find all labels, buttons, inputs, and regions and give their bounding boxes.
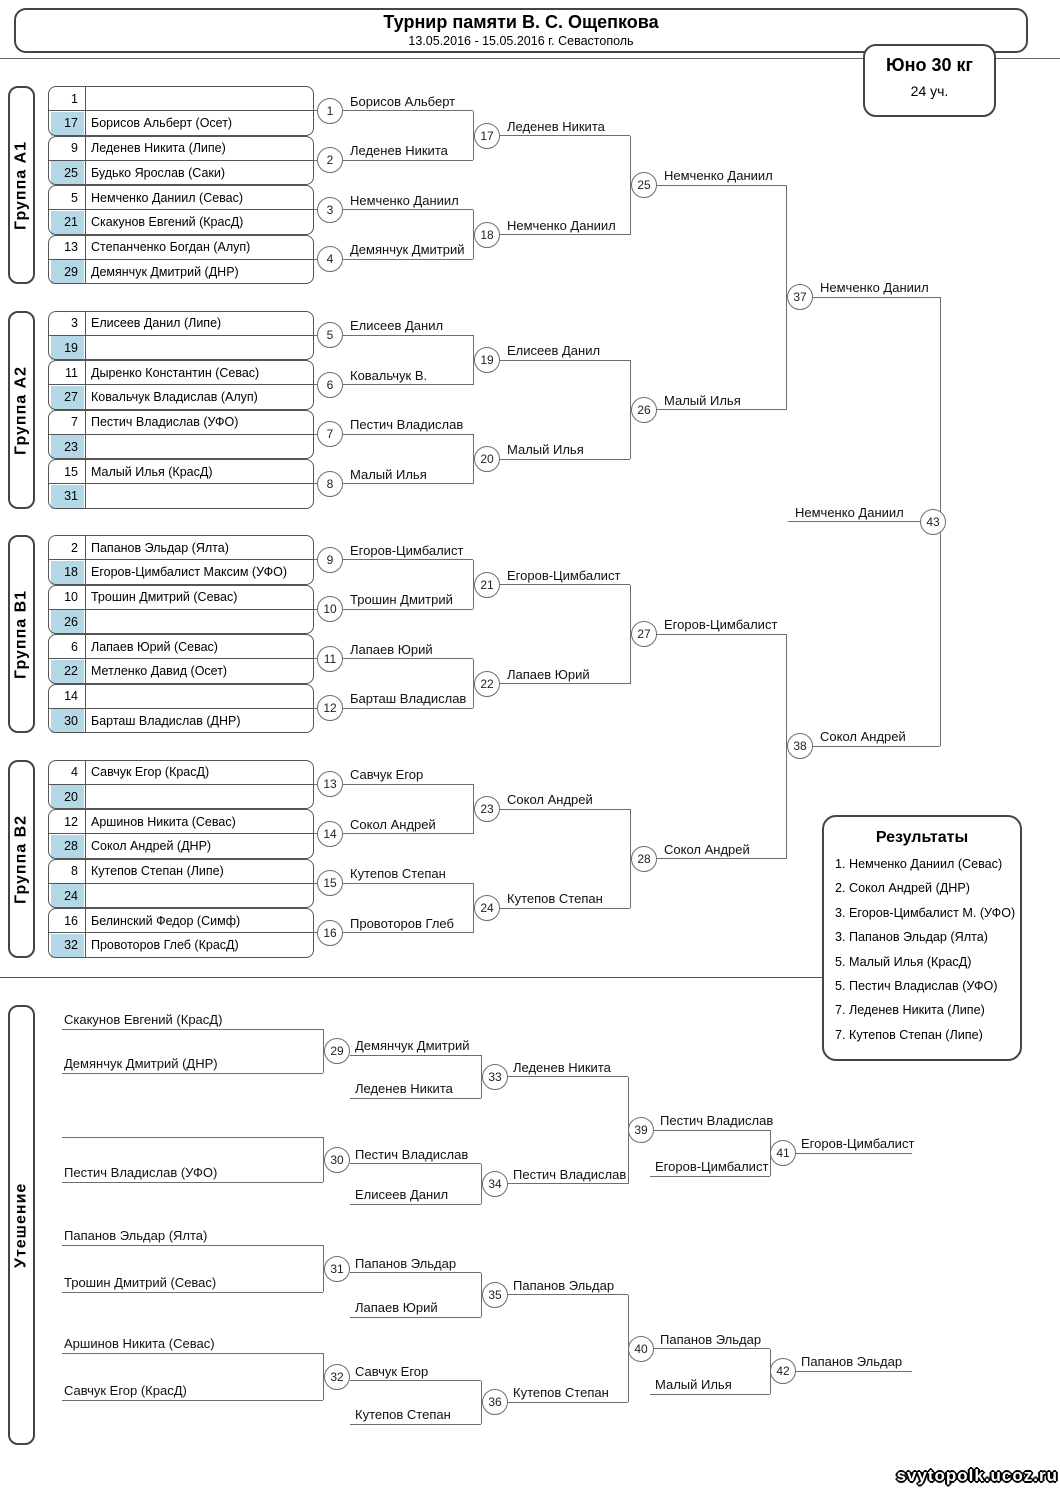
bracket-line [500, 908, 630, 909]
consolation-entrant: Демянчук Дмитрий (ДНР) [64, 1056, 218, 1071]
consolation-entrant: Савчук Егор (КрасД) [64, 1383, 187, 1398]
entrant-line [62, 1400, 323, 1401]
bracket-line [657, 858, 786, 859]
match-number-circle: 43 [920, 509, 946, 535]
match-number-circle: 18 [474, 222, 500, 248]
competitor-name: Метленко Давид (Осет) [91, 664, 228, 679]
winner-name: Папанов Эльдар [513, 1277, 615, 1293]
seed-number: 31 [64, 489, 78, 504]
winner-name: Елисеев Данил [350, 318, 444, 334]
seed-number: 19 [64, 340, 78, 355]
seed-number: 11 [65, 365, 78, 380]
seed-number: 23 [64, 439, 78, 454]
match-number-circle: 9 [317, 547, 343, 573]
seed-number: 29 [64, 264, 78, 279]
seed-number: 25 [64, 165, 78, 180]
match-number-circle: 28 [631, 846, 657, 872]
entrant-line [650, 1176, 770, 1177]
match-number-circle: 6 [317, 372, 343, 398]
seed-number: 14 [64, 689, 78, 703]
section-divider-line [0, 977, 822, 978]
consolation-entrant: Леденев Никита [355, 1081, 453, 1096]
match-number-circle: 17 [474, 123, 500, 149]
tournament-title: Турнир памяти В. С. Ощепкова [383, 12, 659, 32]
bracket-line [343, 259, 473, 260]
seed-number: 4 [71, 765, 78, 779]
bracket-line [796, 1153, 912, 1154]
winner-name: Савчук Егор [355, 1363, 429, 1379]
bracket-line [796, 1371, 912, 1372]
competitor-name: Аршинов Никита (Севас) [91, 814, 236, 829]
match-pair-box [48, 86, 314, 136]
bracket-line [508, 1402, 628, 1403]
match-number-circle: 5 [317, 322, 343, 348]
bracket-line [500, 584, 630, 585]
result-entry: 7. Леденев Никита (Липе) [835, 1003, 985, 1018]
bracket-line [343, 335, 473, 336]
consolation-entrant: Лапаев Юрий [355, 1300, 438, 1315]
winner-name: Борисов Альберт [350, 93, 456, 109]
match-number-circle: 35 [482, 1282, 508, 1308]
bracket-line [500, 234, 630, 235]
winner-name: Егоров-Цимбалист [664, 617, 778, 632]
bracket-line [343, 932, 473, 933]
competitor-name: Ковальчук Владислав (Алуп) [91, 390, 258, 405]
bracket-line [813, 746, 940, 747]
entrant-line [62, 1292, 323, 1293]
match-number-circle: 32 [324, 1364, 350, 1390]
seed-number: 10 [64, 590, 78, 604]
result-entry: 7. Кутепов Степан (Липе) [835, 1027, 983, 1042]
group-label: Группа В2 [8, 760, 35, 958]
bracket-line [500, 360, 630, 361]
match-pair-box [48, 311, 314, 361]
match-number-circle: 26 [631, 397, 657, 423]
result-entry: 5. Малый Илья (КрасД) [835, 954, 972, 969]
competitor-name: Пестич Владислав (УФО) [91, 415, 239, 429]
seed-number: 5 [71, 190, 78, 205]
entrant-line [62, 1137, 323, 1138]
winner-name: Елисеев Данил [507, 343, 601, 358]
bracket-line [343, 883, 473, 884]
match-number-circle: 31 [324, 1256, 350, 1282]
entrant-line [62, 1245, 323, 1246]
entrant-line [650, 1394, 770, 1395]
winner-name: Демянчук Дмитрий [350, 242, 465, 258]
match-number-circle: 2 [317, 147, 343, 173]
winner-name: Кутепов Степан [507, 891, 603, 906]
bracket-line [343, 110, 473, 111]
finalist-name: Сокол Андрей [820, 729, 906, 745]
group-label: Группа В1 [8, 535, 35, 733]
competitor-name: Скакунов Евгений (КрасД) [91, 215, 244, 230]
seed-number: 9 [71, 141, 78, 155]
winner-name: Малый Илья [664, 392, 741, 408]
winner-name: Леденев Никита [350, 143, 448, 159]
entrant-line [350, 1204, 481, 1205]
seed-number: 27 [64, 390, 78, 405]
competitor-name: Немченко Даниил (Севас) [91, 190, 244, 205]
result-entry: 2. Сокол Андрей (ДНР) [835, 881, 970, 896]
entrant-line [62, 1073, 323, 1074]
consolation-entrant: Трошин Дмитрий (Севас) [64, 1275, 217, 1290]
bracket-line [343, 483, 473, 484]
consolation-label: Утешение [8, 1005, 35, 1445]
bracket-line [343, 209, 473, 210]
match-number-circle: 42 [770, 1358, 796, 1384]
match-pair-box [48, 684, 314, 734]
competitor-name: Провоторов Глеб (КрасД) [91, 938, 239, 953]
match-pair-box [48, 459, 314, 509]
competitor-name: Демянчук Дмитрий (ДНР) [91, 264, 239, 279]
winner-name: Демянчук Дмитрий [355, 1038, 470, 1053]
match-pair-box [48, 859, 314, 909]
bracket-line [657, 185, 786, 186]
results-list [824, 852, 1020, 1047]
bracket-line [350, 1055, 481, 1056]
bracket-line [343, 784, 473, 785]
seed-number: 32 [64, 938, 78, 953]
results-title: Результаты [875, 829, 969, 846]
seed-number: 22 [64, 664, 78, 679]
seed-number: 12 [64, 814, 78, 829]
competitor-name: Белинский Федор (Симф) [91, 913, 241, 928]
champion-name: Немченко Даниил [795, 504, 904, 520]
entrant-line [62, 1353, 323, 1354]
match-number-circle: 3 [317, 197, 343, 223]
winner-name: Провоторов Глеб [350, 915, 454, 931]
winner-name: Кутепов Степан [513, 1385, 609, 1401]
competitor-name: Будько Ярослав (Саки) [91, 165, 226, 180]
seed-number: 16 [64, 913, 78, 928]
winner-name: Барташ Владислав [350, 691, 467, 707]
match-number-circle: 1 [317, 98, 343, 124]
match-number-circle: 41 [770, 1140, 796, 1166]
consolation-entrant: Пестич Владислав (УФО) [64, 1165, 218, 1180]
participant-count: 24 уч. [910, 83, 949, 99]
seed-number: 1 [71, 91, 78, 106]
bracket-line [343, 609, 473, 610]
winner-name: Папанов Эльдар [355, 1255, 457, 1271]
winner-name: Савчук Егор [350, 767, 424, 783]
bracket-line [657, 409, 786, 410]
bracket-line [813, 297, 940, 298]
match-number-circle: 10 [317, 596, 343, 622]
result-entry: 3. Папанов Эльдар (Ялта) [835, 930, 988, 945]
competitor-name: Малый Илья (КрасД) [91, 464, 213, 479]
winner-name: Папанов Эльдар [660, 1331, 762, 1347]
tournament-subtitle: 13.05.2016 - 15.05.2016 г. Севастополь [408, 34, 634, 48]
match-number-circle: 11 [317, 646, 343, 672]
winner-name: Леденев Никита [513, 1059, 611, 1075]
bracket-line [343, 833, 473, 834]
competitor-name: Папанов Эльдар (Ялта) [91, 540, 229, 555]
match-pair-box [48, 585, 314, 635]
match-pair-box [48, 809, 314, 859]
consolation-entrant: Малый Илья [655, 1377, 732, 1392]
match-number-circle: 27 [631, 621, 657, 647]
match-number-circle: 13 [317, 771, 343, 797]
match-number-circle: 12 [317, 695, 343, 721]
seed-number: 15 [64, 464, 78, 479]
seed-number: 21 [64, 215, 78, 230]
bracket-line [343, 708, 473, 709]
bracket-line [508, 1076, 628, 1077]
consolation-entrant: Кутепов Степан [355, 1407, 451, 1422]
match-number-circle: 23 [474, 796, 500, 822]
winner-name: Малый Илья [507, 442, 584, 457]
winner-name: Сокол Андрей [507, 792, 593, 807]
match-number-circle: 8 [317, 471, 343, 497]
bracket-line [350, 1272, 481, 1273]
consolation-final-winner: Егоров-Цимбалист [801, 1136, 915, 1152]
bracket-line [343, 160, 473, 161]
seed-number: 3 [71, 316, 78, 330]
competitor-name: Сокол Андрей (ДНР) [91, 839, 212, 854]
match-number-circle: 36 [482, 1389, 508, 1415]
results-box [822, 815, 1022, 1061]
bracket-line [500, 135, 630, 136]
match-number-circle: 40 [628, 1336, 654, 1362]
winner-name: Пестич Владислав [660, 1113, 774, 1129]
seed-number: 8 [71, 864, 78, 878]
entrant-line [350, 1098, 481, 1099]
match-number-circle: 24 [474, 895, 500, 921]
match-number-circle: 37 [787, 284, 813, 310]
winner-name: Немченко Даниил [664, 168, 773, 183]
bracket-line [343, 384, 473, 385]
seed-number: 24 [64, 888, 78, 903]
winner-name: Пестич Владислав [355, 1146, 469, 1162]
competitor-name: Трошин Дмитрий (Севас) [91, 590, 238, 604]
match-number-circle: 19 [474, 347, 500, 373]
match-pair-box [48, 760, 314, 810]
winner-name: Пестич Владислав [350, 417, 464, 433]
bracket-line [654, 1130, 770, 1131]
match-number-circle: 14 [317, 821, 343, 847]
bracket-line [654, 1348, 770, 1349]
winner-name: Лапаев Юрий [507, 666, 590, 682]
match-number-circle: 21 [474, 572, 500, 598]
seed-number: 26 [64, 614, 78, 629]
entrant-line [350, 1317, 481, 1318]
champion-line [788, 521, 920, 522]
result-entry: 1. Немченко Даниил (Севас) [835, 857, 1003, 871]
group-label: Группа А2 [8, 311, 35, 509]
consolation-entrant: Аршинов Никита (Севас) [64, 1336, 215, 1351]
bracket-line [350, 1380, 481, 1381]
seed-number: 2 [71, 540, 78, 555]
winner-name: Малый Илья [350, 466, 427, 482]
bracket-line [343, 658, 473, 659]
match-number-circle: 7 [317, 421, 343, 447]
winner-name: Немченко Даниил [507, 217, 616, 233]
match-number-circle: 4 [317, 246, 343, 272]
competitor-name: Барташ Владислав (ДНР) [91, 713, 241, 728]
consolation-final-winner: Папанов Эльдар [801, 1354, 903, 1370]
winner-name: Ковальчук В. [350, 367, 428, 383]
winner-name: Егоров-Цимбалист [507, 567, 621, 583]
competitor-name: Елисеев Данил (Липе) [91, 316, 222, 330]
result-entry: 3. Егоров-Цимбалист М. (УФО) [835, 905, 1016, 920]
winner-name: Немченко Даниил [350, 192, 459, 208]
match-number-circle: 33 [482, 1064, 508, 1090]
bracket-line [500, 809, 630, 810]
bracket-line [343, 559, 473, 560]
match-number-circle: 25 [631, 172, 657, 198]
match-number-circle: 39 [628, 1117, 654, 1143]
seed-number: 28 [64, 839, 78, 854]
bracket-line [500, 459, 630, 460]
winner-name: Трошин Дмитрий [350, 592, 453, 608]
consolation-entrant: Скакунов Евгений (КрасД) [64, 1012, 223, 1027]
match-pair-box [48, 136, 314, 186]
competitor-name: Дыренко Константин (Севас) [91, 365, 260, 380]
seed-number: 18 [64, 565, 78, 580]
finalist-name: Немченко Даниил [820, 280, 929, 296]
bracket-line [657, 634, 786, 635]
seed-number: 13 [64, 240, 78, 254]
entrant-line [62, 1182, 323, 1183]
match-number-circle: 30 [324, 1147, 350, 1173]
winner-name: Егоров-Цимбалист [350, 542, 464, 558]
match-number-circle: 29 [324, 1038, 350, 1064]
competitor-name: Борисов Альберт (Осет) [91, 116, 233, 131]
match-pair-box [48, 535, 314, 585]
match-number-circle: 20 [474, 446, 500, 472]
winner-name: Кутепов Степан [350, 866, 446, 882]
entrant-line [350, 1424, 481, 1425]
winner-name: Сокол Андрей [664, 841, 750, 857]
match-pair-box [48, 235, 314, 285]
weight-class-label: Юно 30 кг [886, 55, 973, 75]
winner-name: Пестич Владислав [513, 1166, 627, 1182]
competitor-name: Лапаев Юрий (Севас) [91, 639, 218, 654]
weight-class-box [863, 44, 996, 117]
seed-number: 20 [64, 789, 78, 804]
seed-number: 30 [64, 713, 78, 728]
bracket-line [343, 434, 473, 435]
match-number-circle: 34 [482, 1171, 508, 1197]
winner-name: Леденев Никита [507, 118, 605, 134]
competitor-name: Савчук Егор (КрасД) [91, 765, 210, 779]
consolation-entrant: Папанов Эльдар (Ялта) [64, 1228, 208, 1243]
winner-name: Сокол Андрей [350, 816, 436, 832]
seed-number: 6 [71, 639, 78, 654]
match-pair-box [48, 634, 314, 684]
match-pair-box [48, 185, 314, 235]
bracket-line [500, 683, 630, 684]
match-number-circle: 16 [317, 920, 343, 946]
match-number-circle: 38 [787, 733, 813, 759]
consolation-entrant: Егоров-Цимбалист [655, 1159, 769, 1174]
competitor-name: Кутепов Степан (Липе) [91, 864, 224, 878]
entrant-line [62, 1029, 323, 1030]
bracket-line [508, 1183, 628, 1184]
competitor-name: Егоров-Цимбалист Максим (УФО) [91, 565, 288, 580]
match-pair-box [48, 360, 314, 410]
watermark: svytopolk.ucoz.ru [896, 1466, 1058, 1485]
seed-number: 7 [71, 415, 78, 429]
winner-name: Лапаев Юрий [350, 641, 433, 657]
group-label: Группа А1 [8, 86, 35, 284]
match-pair-box [48, 908, 314, 958]
match-number-circle: 22 [474, 671, 500, 697]
match-pair-box [48, 410, 314, 460]
competitor-name: Степанченко Богдан (Алуп) [91, 240, 251, 254]
result-entry: 5. Пестич Владислав (УФО) [835, 978, 998, 993]
competitor-name: Леденев Никита (Липе) [91, 141, 226, 155]
consolation-entrant: Елисеев Данил [355, 1187, 449, 1202]
seed-number: 17 [64, 116, 78, 131]
match-number-circle: 15 [317, 870, 343, 896]
bracket-line [350, 1163, 481, 1164]
bracket-line [508, 1294, 628, 1295]
